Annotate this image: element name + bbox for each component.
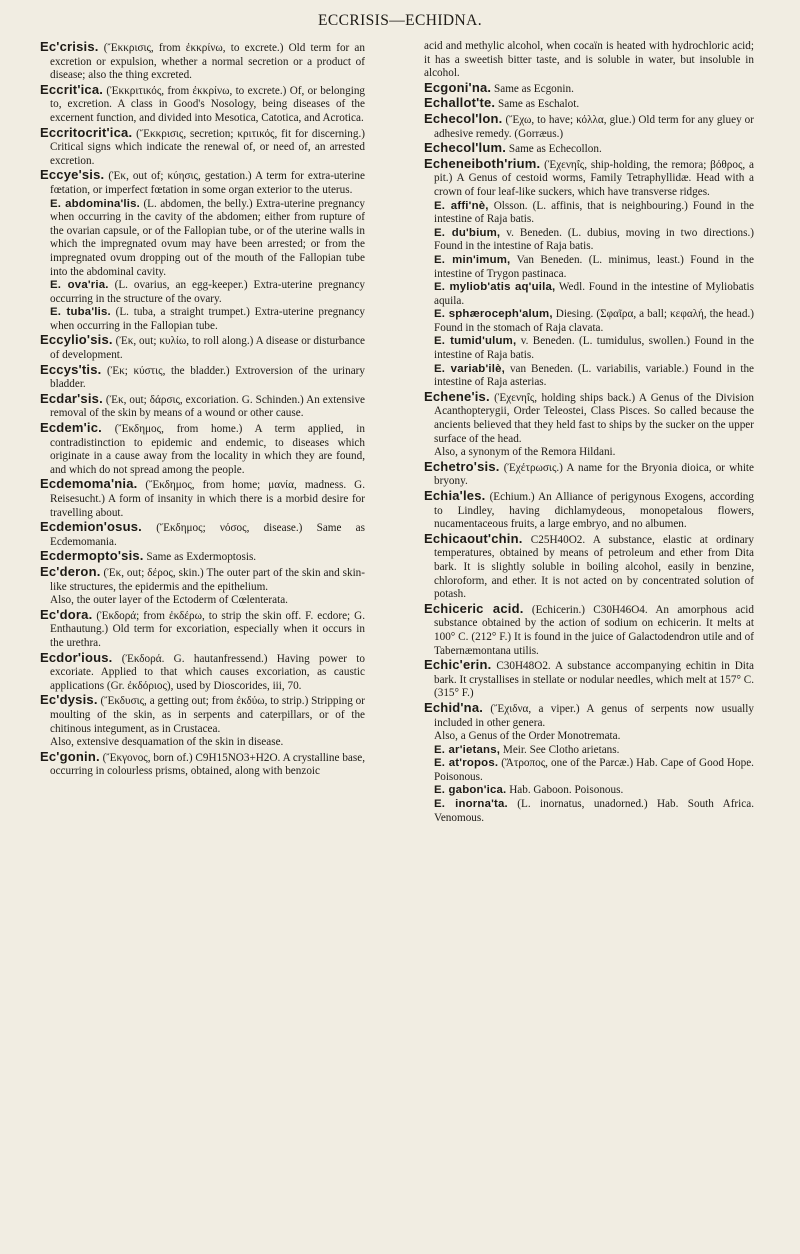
dictionary-entry <box>40 477 365 520</box>
entry-headword: Echia'les. <box>424 488 486 503</box>
entry-headword: Eccys'tis. <box>40 361 102 377</box>
dictionary-entry <box>424 141 754 157</box>
dictionary-entry <box>424 390 754 446</box>
dictionary-entry <box>424 701 754 730</box>
dictionary-entry <box>40 279 365 306</box>
dictionary-entry <box>40 306 365 333</box>
entry-headword: Ecdemoma'nia. <box>40 476 138 492</box>
entry-text: (L. inornatus, unadorned.) Hab. South Africa. Venomous. <box>434 798 754 824</box>
dictionary-entry <box>424 96 754 112</box>
entry-text: (L. tuba, a straight trumpet.) Extra-uterine pregnancy when occurring in the Fallopian tube. <box>50 306 365 332</box>
dictionary-entry <box>40 651 365 694</box>
entry-headword: Echic'erin. <box>424 657 492 673</box>
dictionary-entry <box>424 489 754 532</box>
entry-headword: E. du'bium, <box>434 226 501 239</box>
entry-headword: Ecgoni'na. <box>424 79 492 95</box>
dictionary-entry <box>424 308 754 335</box>
dictionary-entry <box>40 565 365 594</box>
dictionary-entry <box>40 333 365 362</box>
dictionary-entry <box>424 658 754 701</box>
dictionary-entry <box>424 157 754 200</box>
entry-headword: Ecdem'ic. <box>40 420 102 436</box>
running-head: ECCRISIS—ECHIDNA. <box>318 12 482 29</box>
dictionary-entry <box>40 608 365 651</box>
entry-headword: Ec'deron. <box>40 563 101 579</box>
entry-text: (Ἔκδημος, from home; μανία, madness. G. Reisesucht.) A form of insanity in which there is a morbid desire for travelling about. <box>50 479 365 519</box>
dictionary-entry <box>424 227 754 254</box>
entry-text: (Ἔχω, to have; κόλλα, glue.) Old term for any gluey or adhesive remedy. (Gorræus.) <box>434 113 754 140</box>
dictionary-entry <box>424 744 754 758</box>
entry-headword: Ecdar'sis. <box>40 390 103 406</box>
entry-text: (Ἔκδημος, from home.) A term applied, in contradistinction to epidemic and endemic, to diseases which originate in a cause away from the locality in which they are found, and which do not spread among the people. <box>50 423 365 476</box>
entry-text: Same as Echecollon. <box>506 143 602 156</box>
dictionary-entry <box>424 798 754 825</box>
entry-headword: E. ova'ria. <box>50 279 109 292</box>
entry-headword: Eccritocrit'ica. <box>40 124 133 140</box>
entry-text: v. Beneden. (L. dubius, moving in two directions.) Found in the intestine of Raja batis. <box>434 226 755 253</box>
dictionary-entry <box>40 198 365 280</box>
entry-text: acid and methylic alcohol, when cocaïn is heated with hydrochloric acid; it has a sweetish bitter taste, and is soluble in water, but insoluble in alcohol. <box>424 40 754 80</box>
entry-text: (Ἔκκρισις, from ἐκκρίνω, to excrete.) Old term for an excretion or expulsion, whether a normal secretion or a product of disease; also the thing excreted. <box>50 42 365 82</box>
entry-headword: Echallot'te. <box>424 95 496 111</box>
entry-headword: E. gabon'ica. <box>434 784 507 797</box>
entry-headword: Ec'dysis. <box>40 692 98 708</box>
entry-text: Hab. Gaboon. Poisonous. <box>506 784 624 797</box>
dictionary-entry <box>424 363 754 390</box>
left-column <box>40 40 365 779</box>
entry-text: Also, extensive desquamation of the skin in disease. <box>50 736 284 749</box>
dictionary-entry <box>40 83 365 126</box>
entry-text: Same as Ecgonin. <box>491 82 574 95</box>
entry-text: (Ἔκκρισις, secretion; κριτικός, fit for discerning.) Critical signs which indicate the renewal of, or need of, an arrested excretion. <box>50 127 365 167</box>
entry-headword: Echecol'lum. <box>424 140 507 156</box>
entry-headword: Eccrit'ica. <box>40 81 104 97</box>
entry-headword: Ecdemion'osus. <box>40 519 142 535</box>
dictionary-entry <box>424 784 754 798</box>
dictionary-entry <box>424 446 754 460</box>
entry-text: (Ἐκκριτικός, from ἐκκρίνω, to excrete.) Of, or belonging to, excretion. A class in Good's Nosology, being diseases of the excernent function, and divided into Mesotica, Catotica, and Acrotica. <box>50 84 365 124</box>
dictionary-entry <box>424 460 754 489</box>
entry-text: (Ἐκ, out; δάρσις, excoriation. G. Schinden.) An extensive removal of the skin by means of a wound or other cause. <box>50 393 365 420</box>
entry-text: (Ἔχιδνα, a viper.) A genus of serpents now usually included in other genera. <box>434 702 754 729</box>
entry-text: (Ἐχέτρωσις.) A name for the Bryonia dioica, or white bryony. <box>434 461 754 488</box>
entry-text: Also, a synonym of the Remora Hildani. <box>434 446 616 459</box>
entry-text: Also, a Genus of the Order Monotremata. <box>434 730 621 743</box>
dictionary-entry <box>40 736 365 750</box>
entry-headword: E. ar'ietans, <box>434 743 501 756</box>
entry-text: Same as Eschalot. <box>495 98 580 111</box>
entry-headword: Ec'crisis. <box>40 39 99 54</box>
dictionary-entry <box>40 421 365 477</box>
entry-text: (L. abdomen, the belly.) Extra-uterine pregnancy when occurring in the cavity of the abdomen; either from rupture of the ovarian capsule, or of the Fallopian tube, or of the uterine walls in which the impregnated ovum may have been arrested; or from the impregnated ovum dropping out of the mouth of the Fallopian tube into the abdominal cavity. <box>50 197 365 278</box>
dictionary-entry <box>424 200 754 227</box>
dictionary-entry <box>40 693 365 736</box>
entry-headword: Ecdor'ious. <box>40 649 113 665</box>
dictionary-entry <box>424 254 754 281</box>
dictionary-entry <box>40 168 365 197</box>
entry-headword: Echetro'sis. <box>424 458 500 474</box>
entry-text: Wedl. Found in the intestine of Myliobatis aquila. <box>434 281 754 307</box>
dictionary-entry <box>40 126 365 169</box>
dictionary-entry <box>424 281 754 308</box>
entry-text: Van Beneden. (L. minimus, least.) Found in the intestine of Trygon pastinaca. <box>434 253 754 280</box>
dictionary-entry <box>40 549 365 565</box>
entry-text: (Ἐχενηΐς, holding ships back.) A Genus of the Division Acanthopterygii, Order Teleostei, Class Pisces. So called because the ancients believed that they held fast to ships by the sucker on the upper surface of the head. <box>434 391 754 445</box>
entry-headword: Echiceric acid. <box>424 600 524 616</box>
entry-headword: Ec'gonin. <box>40 748 100 764</box>
entry-text: (Ἐκ, out; κυλίω, to roll along.) A disease or disturbance of development. <box>50 335 365 362</box>
entry-text: (Ἔκδημος; νόσος, disease.) Same as Ecdemomania. <box>50 522 365 548</box>
entry-text: (Ἄτροπος, one of the Parcæ.) Hab. Cape of Good Hope. Poisonous. <box>434 757 754 783</box>
right-column <box>424 40 754 825</box>
dictionary-entry <box>40 520 365 549</box>
entry-text: v. Beneden. (L. tumidulus, swollen.) Found in the intestine of Raja batis. <box>434 335 754 362</box>
entry-text: Meir. See Clotho arietans. <box>500 743 620 756</box>
entry-text: (Ἐχενηΐς, ship-holding, the remora; βόθρος, a pit.) A Genus of cestoid worms, Family Tetraphyllidæ. Head with a crown of four leaf-like suckers, which have transverse ridges. <box>434 158 754 198</box>
entry-text: C25H40O2. A substance, elastic at ordinary temperatures, obtained by means of petroleum and ether from Dita bark. It is slightly soluble in boiling alcohol, easily in benzine, chloroform, and ether. It is not acted on by concentrated solution of potash. <box>434 533 754 601</box>
entry-headword: Echecol'lon. <box>424 110 503 126</box>
entry-text: (Ἐκ, out; δέρος, skin.) The outer part of the skin and skin-like structures, the epidermis and the epithelium. <box>50 566 365 593</box>
entry-headword: Ec'dora. <box>40 606 93 622</box>
entry-text: Same as Exdermoptosis. <box>143 551 257 564</box>
entry-text: Diesing. (Σφαῖρα, a ball; κεφαλή, the head.) Found in the stomach of Raja clavata. <box>434 308 754 334</box>
entry-headword: E. tuba'lis. <box>50 306 111 319</box>
entry-text: (L. ovarius, an egg-keeper.) Extra-uterine pregnancy occurring in the structure of the ovary. <box>50 279 366 305</box>
entry-headword: E. sphæroceph'alum, <box>434 308 553 321</box>
entry-text: (Echium.) An Alliance of perigynous Exogens, according to Lindley, having dichlamydeous, monopetalous flowers, nucamentaceous fruits, a large embryo, and no albumen. <box>434 491 754 531</box>
entry-headword: Echeneiboth'rium. <box>424 155 541 171</box>
entry-text: Olsson. (L. affinis, that is neighbouring.) Found in the intestine of Raja batis. <box>434 199 754 226</box>
dictionary-entry <box>424 335 754 362</box>
entry-text: (Ἐκδορά; from ἐκδέρω, to strip the skin off. F. ecdore; G. Enthautung.) Old term for excoriation, especially when it occurs in the urethra. <box>50 609 365 649</box>
entry-headword: Eccylio'sis. <box>40 332 113 348</box>
entry-headword: Ecdermopto'sis. <box>40 548 144 564</box>
entry-text: C30H48O2. A substance accompanying echitin in Dita bark. It crystallises in stellate or nodular needles, which melt at 157° C. (315° F.) <box>434 660 754 700</box>
entry-headword: E. tumid'ulum, <box>434 335 517 348</box>
dictionary-entry <box>40 750 365 779</box>
dictionary-entry <box>424 81 754 97</box>
entry-headword: E. at'ropos. <box>434 757 499 770</box>
dictionary-entry <box>424 730 754 744</box>
entry-text: (Ἐκδορά. G. hautanfressend.) Having power to excoriate. Applied to that which causes excoriation, as caustic applications (Gr. ἐκδόριος), used by Dioscorides, iii, 70. <box>50 652 365 692</box>
entry-headword: E. myliob'atis aq'uila, <box>434 281 556 294</box>
dictionary-entry <box>424 757 754 784</box>
entry-headword: E. abdomina'lis. <box>50 197 141 210</box>
dictionary-entry <box>40 363 365 392</box>
dictionary-entry <box>424 532 754 602</box>
entry-headword: Echid'na. <box>424 699 484 715</box>
dictionary-entry <box>40 40 365 83</box>
entry-text: (Ἔκδυσις, a getting out; from ἐκδύω, to strip.) Stripping or moulting of the skin, as in serpents and caterpillars, or of the chitinous integument, as in Crustacea. <box>50 695 365 735</box>
entry-headword: E. variab'ilè, <box>434 362 505 375</box>
entry-text: Also, the outer layer of the Ectoderm of Cœlenterata. <box>50 594 288 607</box>
dictionary-entry <box>40 594 365 608</box>
entry-headword: Echene'is. <box>424 388 490 404</box>
entry-headword: Eccye'sis. <box>40 167 105 183</box>
dictionary-entry <box>424 40 754 81</box>
entry-headword: E. min'imum, <box>434 253 511 266</box>
entry-headword: E. affi'nè, <box>434 199 489 212</box>
dictionary-entry <box>40 392 365 421</box>
dictionary-entry <box>424 112 754 141</box>
entry-headword: Echicaout'chin. <box>424 530 523 546</box>
dictionary-entry <box>424 602 754 658</box>
entry-text: (Ἔκγονος, born of.) C9H15NO3+H2O. A crystalline base, occurring in colourless prisms, obtained, along with benzoic <box>50 751 365 778</box>
entry-text: (Ἐκ, out of; κύησις, gestation.) A term for extra-uterine fœtation, or imperfect fœtation in some organ exterior to the uterus. <box>50 170 365 196</box>
entry-headword: E. inorna'ta. <box>434 798 508 811</box>
entry-text: (Echicerin.) C30H46O4. An amorphous acid substance obtained by the action of sodium on echicerin. It melts at 100° C. (212° F.) It is found in the juice of Galactodendron utile and of Tabernæmontana utilis. <box>434 603 754 657</box>
entry-text: van Beneden. (L. variabilis, variable.) Found in the intestine of Raja asterias. <box>434 362 754 389</box>
entry-text: (Ἐκ; κύστις, the bladder.) Extroversion of the urinary bladder. <box>50 364 365 391</box>
